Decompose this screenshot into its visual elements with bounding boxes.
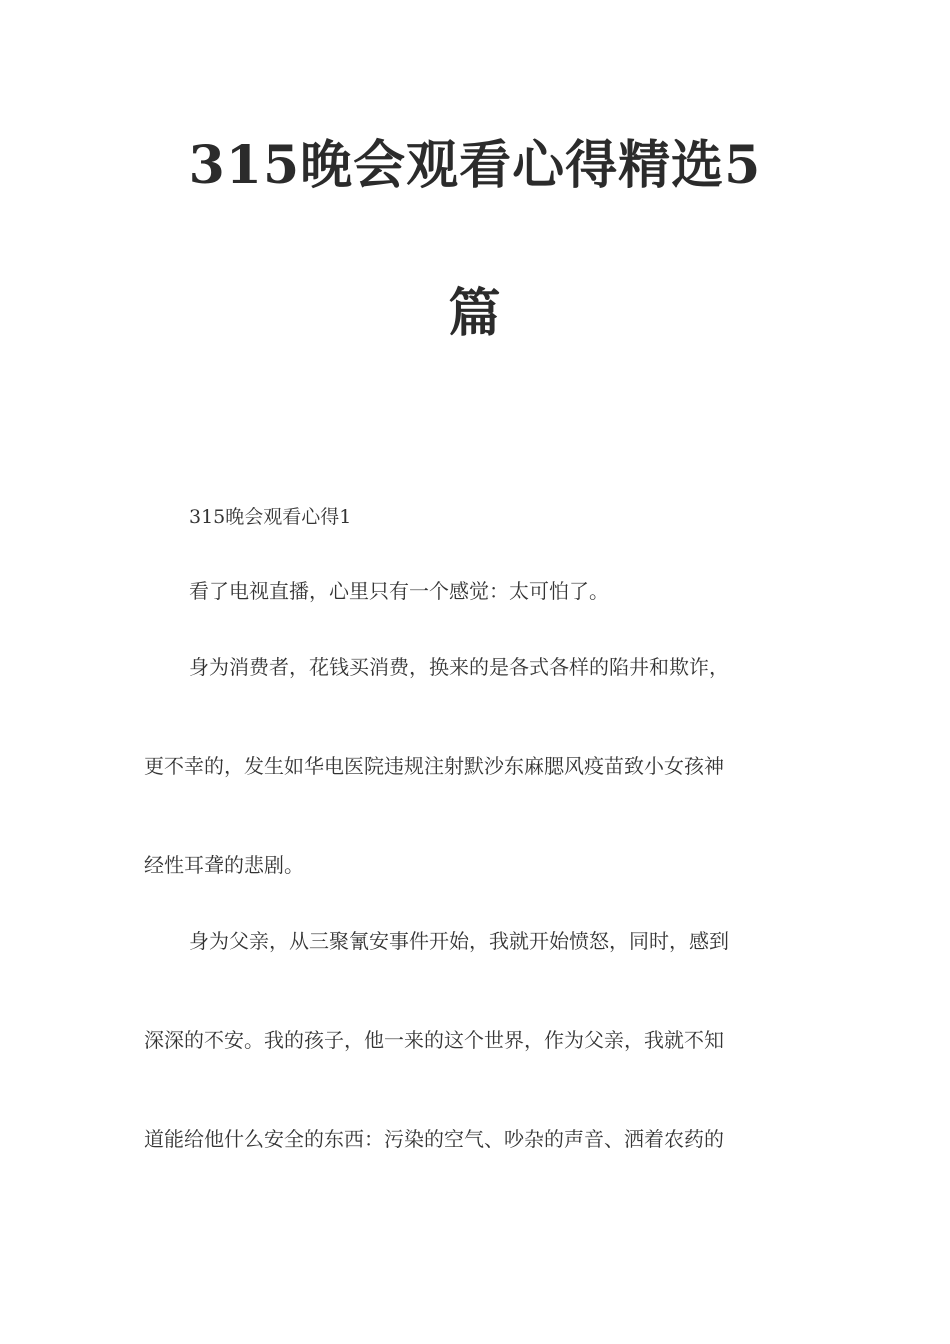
section-heading: 315晚会观看心得1 [189, 506, 352, 528]
paragraph-line: 更不幸的，发生如华电医院违规注射默沙东麻腮风疫苗致小女孩神 [144, 754, 724, 778]
paragraph-line: 深深的不安。我的孩子，他一来的这个世界，作为父亲，我就不知 [144, 1028, 724, 1052]
paragraph-line: 身为消费者，花钱买消费，换来的是各式各样的陷井和欺诈， [189, 655, 729, 679]
paragraph-line: 经性耳聋的悲剧。 [144, 853, 304, 877]
paragraph-line: 身为父亲，从三聚氰安事件开始，我就开始愤怒，同时，感到 [189, 929, 729, 953]
document-title-line-1: 315晚会观看心得精选5 [188, 135, 762, 196]
document-title-line-2: 篇 [448, 283, 502, 344]
paragraph-line: 道能给他什么安全的东西：污染的空气、吵杂的声音、洒着农药的 [144, 1127, 724, 1151]
paragraph-line: 看了电视直播，心里只有一个感觉：太可怕了。 [189, 579, 609, 603]
